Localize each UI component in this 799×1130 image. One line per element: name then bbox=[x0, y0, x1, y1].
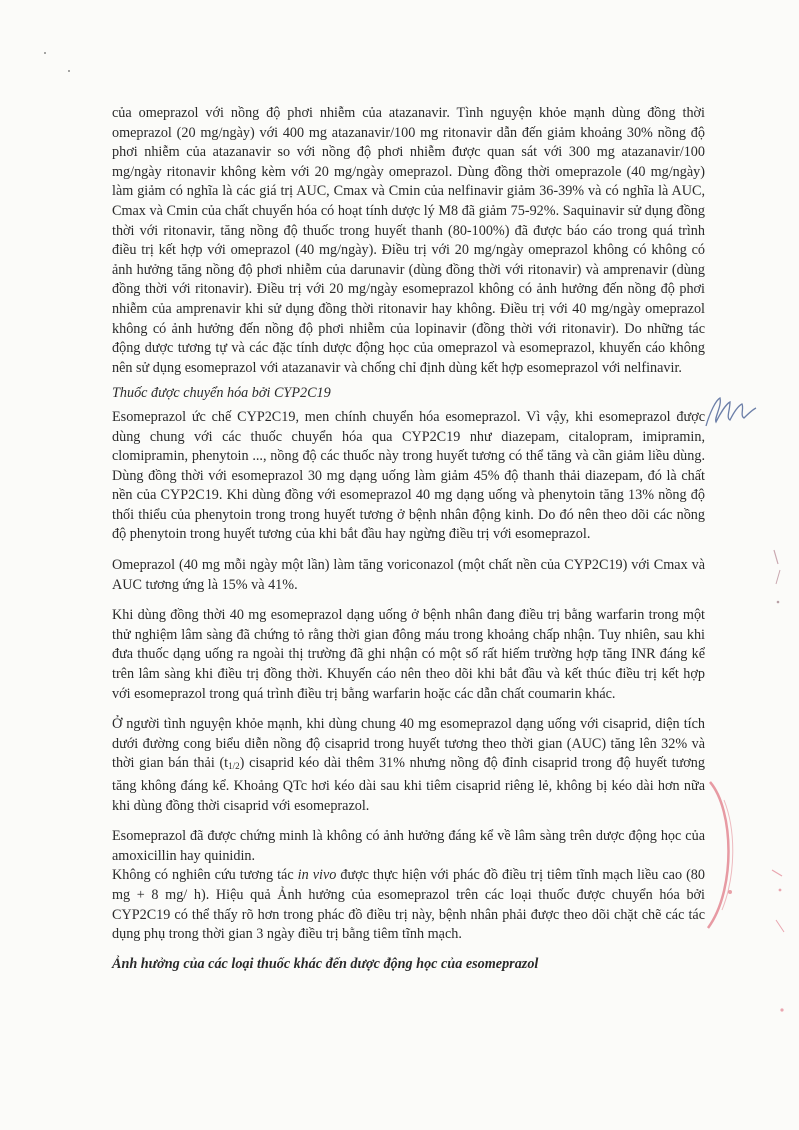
in-vivo-italic: in vivo bbox=[297, 867, 337, 884]
cisaprid-text-a: Ở người tình nguyện khỏe mạnh, khi dùng chung 40 mg esomeprazol dạng uống với cisaprid, diện tích dưới đường cong biểu diễn nồng độ cisaprid trong huyết tương theo thời gian (AUC) tăng lên 32% và thời gian bán thải (t bbox=[112, 716, 705, 772]
iv-text-b: được thực hiện với phác đồ điều trị tiêm tĩnh mạch liều cao (80 mg + 8 mg/ h). Hiệu quả Ảnh hưởng của esomeprazol trên các loại thuốc được chuyển hóa bởi CYP2C19 có thể thấy rõ hơn trong phác đồ điều trị này, bệnh nhân phải được theo dõi chặt chẽ các tác dụng phụ trong thời gian 3 ngày điều trị bằng tiêm tĩnh mạch. bbox=[112, 867, 705, 943]
paragraph-cisaprid bbox=[112, 715, 705, 816]
margin-marks-icon bbox=[760, 540, 796, 1030]
half-life-subscript: 1/2 bbox=[228, 761, 240, 772]
cisaprid-text-b: ) cisaprid kéo dài thêm 31% nhưng nồng độ đỉnh cisaprid trong độ huyết tương tăng không đáng kể. Khoảng QTc hơi kéo dài sau khi tiêm cisaprid riêng lẻ, không bị kéo dài hơn nữa khi dùng đồng thời cisaprid với esomeprazol. bbox=[112, 755, 705, 814]
paragraph-atazanavir: của omeprazol với nồng độ phơi nhiễm của atazanavir. Tình nguyện khỏe mạnh dùng đồng thời omeprazol (20 mg/ngày) với 400 mg atazanavir/100 mg ritonavir dẫn đến giảm khoảng 30% nồng độ phơi nhiễm của atazanavir so với nồng độ phơi nhiễm được quan sát với 300 mg atazanavir/100 mg/ngày ritonavir không kèm với 20 mg/ngày omeprazol. Dùng đồng thời omeprazole (40 mg/ngày) làm giảm có nghĩa là các giá trị AUC, Cmax và Cmin của nelfinavir giảm 36-39% và có nghĩa là AUC, Cmax và Cmin của chất chuyển hóa có hoạt tính dược lý M8 đã giảm 75-92%. Saquinavir sử dụng đồng thời với ritonavir, tăng nồng độ thuốc trong huyết thanh (80-100%) đã được báo cáo trong quá trình điều trị kết hợp với omeprazol (40 mg/ngày). Điều trị với 20 mg/ngày omeprazol không có không có ảnh hưởng tăng nồng độ phơi nhiễm của darunavir (dùng đồng thời với ritonavir) và amprenavir (dùng đồng thời với ritonavir). Điều trị với 20 mg/ngày esomeprazol không có ảnh hưởng đến nồng độ phơi nhiễm của amprenavir khi sử dụng đồng thời ritonavir hay không. Điều trị với 40 mg/ngày omeprazol không có ảnh hưởng đến nồng độ phơi nhiễm của lopinavir (đồng thời với ritonavir). Do những tác động dược tương tự và các đặc tính dược động học của omeprazol và esomeprazol, khuyến cáo không nên sử dụng esomeprazol với atazanavir và chống chỉ định dùng kết hợp esomeprazol với nelfinavir. bbox=[112, 105, 705, 376]
paragraph-cyp2c19: Esomeprazol ức chế CYP2C19, men chính chuyển hóa esomeprazol. Vì vậy, khi esomeprazol được dùng chung với các thuốc chuyển hóa qua CYP2C19 như diazepam, citalopram, imipramin, clomipramin, phenytoin ..., nồng độ các thuốc này trong huyết tương có thể tăng và cần giảm liều dùng. Dùng đồng thời với esomeprazol 30 mg dạng uống làm giảm 45% độ thanh thải diazepam, đó là chất nền của CYP2C19. Khi dùng đồng với esomeprazol 40 mg dạng uống và phenytoin tăng 13% nồng độ thối thiểu của phenytoin trong trong huyết tương ở bệnh nhân động kinh. Do đó nên theo dõi các nồng độ phenytoin trong huyết tương của khi bắt đầu hay ngừng điều trị với esomeprazol. bbox=[112, 408, 705, 543]
section-heading-other-drugs: Ảnh hưởng của các loại thuốc khác đến dược động học của esomeprazol bbox=[112, 955, 539, 972]
iv-text-a: Không có nghiên cứu tương tác bbox=[112, 867, 298, 884]
scan-speck bbox=[44, 52, 46, 54]
scan-speck bbox=[68, 70, 70, 72]
handwritten-initials-icon bbox=[700, 392, 760, 432]
paragraph-iv-dosing bbox=[112, 866, 705, 944]
paragraph-amoxicillin: Esomeprazol đã được chứng minh là không có ảnh hưởng đáng kể về lâm sàng trên dược động học của amoxicillin hay quinidin. bbox=[112, 828, 705, 864]
paragraph-warfarin: Khi dùng đồng thời 40 mg esomeprazol dạng uống ở bệnh nhân đang điều trị bằng warfarin trong một thử nghiệm lâm sàng đã chứng tỏ rằng thời gian đông máu trong khoảng chấp nhận. Tuy nhiên, sau khi đưa thuốc dạng uống ra ngoài thị trường đã ghi nhận có một số rất hiếm trường hợp tăng INR đáng kể trên lâm sàng khi điều trị đồng thời. Khuyến cáo nên theo dõi khi bắt đầu và kết thúc điều trị kết hợp với esomeprazol trong quá trình điều trị bằng warfarin hoặc các dẫn chất coumarin khác. bbox=[112, 607, 705, 702]
red-stamp-edge-icon bbox=[700, 780, 740, 930]
paragraph-voriconazol: Omeprazol (40 mg mỗi ngày một lần) làm tăng voriconazol (một chất nền của CYP2C19) với Cmax và AUC tương ứng là 15% và 41%. bbox=[112, 557, 705, 593]
document-body bbox=[112, 104, 705, 974]
section-heading-cyp2c19: Thuốc được chuyển hóa bởi CYP2C19 bbox=[112, 385, 331, 402]
